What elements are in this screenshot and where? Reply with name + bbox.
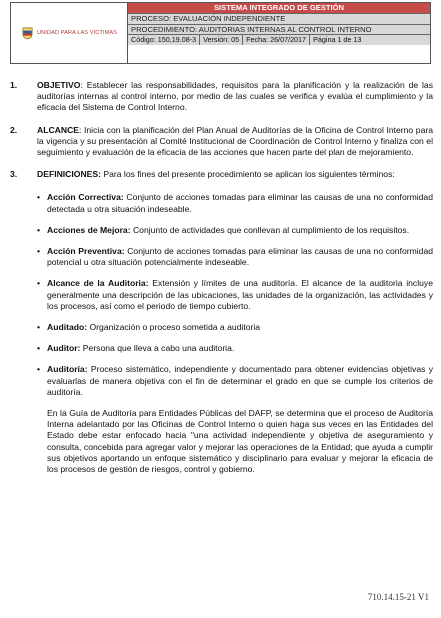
definition-text: Conjunto de acciones tomadas para eliminar las causas de una no conformidad potencial u otra situación potencialmente indeseable. [47, 246, 434, 268]
section-number: 2. [10, 124, 18, 135]
bullet-icon: • [37, 278, 41, 289]
bullet-icon: • [37, 322, 41, 333]
logo-text: UNIDAD PARA LAS VÍCTIMAS [36, 30, 117, 36]
date-label: Fecha: 26/07/2017 [243, 35, 310, 45]
definition-text: Extensión y límites de una auditoría. El alcance de la auditoria incluye generalmente una descripción de las ubicaciones, las unidades de la organización, las actividades y los procesos, así como el periodo de tiempo cubierto. [47, 278, 433, 311]
document-body [10, 80, 433, 475]
section-title: ALCANCE [37, 124, 80, 135]
bullet-icon: • [37, 224, 41, 235]
definition-text: Proceso sistemático, independiente y documentado para obtener evidencias objetivas y evaluarlas de manera objetiva con el fin de determinar el grado en que se cumple los criterios de auditoría. [47, 364, 433, 397]
definition-term: Auditado: [47, 322, 88, 333]
code-label: Código: 150,19.08-3 [128, 35, 200, 45]
list-item [37, 364, 433, 398]
bullet-icon: • [37, 343, 41, 354]
section-number: 3. [10, 169, 18, 180]
footer-code: 710.14.15-21 V1 [367, 592, 429, 602]
bullet-icon: • [37, 246, 41, 257]
section-objetivo [10, 80, 433, 114]
dafp-paragraph: En la Guía de Auditoría para Entidades Públicas del DAFP, se determina que el proceso de Auditoría Interna adelantado por las Oficinas de Control Interno o quien haga sus veces en las Entidades del Estado debe estar enfocado hacia "una actividad independiente y objetiva de aseguramiento y consulta, concebida para agregar valor y mejorar las operaciones de la Entidad; que ayuda a cumplir sus objetivos aportando un enfoque sistemático y disciplinario para evaluar y mejorar la eficacia de los procesos de gestión de riesgos, control y gobierno. [47, 408, 433, 475]
section-text: : Inicia con la planificación del Plan Anual de Auditorías de la Oficina de Control Interno para la vigencia y su presentación al Comité Institucional de Coordinación de Control Interno y finaliza con el seguimiento y evaluación de la eficacia de las acciones que hacen parte del plan de mejoramiento. [37, 124, 433, 158]
logo-cell [11, 3, 128, 63]
coat-of-arms-icon [21, 26, 34, 40]
page-label: Página 1 de 13 [313, 35, 362, 44]
section-title: DEFINICIONES: [37, 169, 101, 180]
section-title: OBJETIVO [37, 80, 81, 90]
definition-term: Acción Preventiva: [47, 246, 125, 257]
process-label: PROCESO: EVALUACIÓN INDEPENDIENTE [128, 14, 430, 25]
definition-term: Acciones de Mejora: [47, 224, 131, 235]
section-number: 1. [10, 80, 18, 90]
definition-text: Conjunto de actividades que conllevan al cumplimiento de los requisitos. [130, 224, 410, 235]
section-definiciones [10, 169, 433, 180]
system-title: SISTEMA INTEGRADO DE GESTIÓN [128, 3, 430, 14]
definition-term: Auditoría: [47, 364, 88, 375]
list-item [37, 343, 433, 354]
version-label: Versión: 05 [200, 35, 243, 45]
bullet-icon: • [37, 192, 41, 203]
list-item [37, 246, 433, 268]
definition-text: Organización o proceso sometida a auditoria [87, 322, 261, 333]
list-item [37, 322, 433, 333]
definition-text: Persona que lleva a cabo una auditoria. [80, 343, 235, 354]
bullet-icon: • [37, 364, 41, 375]
section-text: : Establecer las responsabilidades, requisitos para la planificación y la realización de las auditorías internas al control interno, por medio de las cuales se verifica y evalúa el cumplimiento y la eficacia del Sistema de Control Interno. [37, 80, 433, 113]
definition-term: Auditor: [47, 343, 81, 354]
definition-term: Alcance de la Auditoria: [47, 278, 149, 289]
list-item [37, 192, 433, 214]
section-alcance [10, 125, 433, 159]
definition-text: Conjunto de acciones tomadas para eliminar las causas de una no conformidad detectada u otra situación indeseable. [47, 192, 433, 214]
definition-term: Acción Correctiva: [47, 192, 124, 203]
section-text: Para los fines del presente procedimiento se aplican los siguientes términos: [100, 169, 395, 180]
document-header [10, 2, 431, 64]
list-item [37, 278, 433, 312]
procedure-label: PROCEDIMIENTO: AUDITORIAS INTERNAS AL CONTROL INTERNO [128, 25, 430, 36]
list-item [37, 225, 433, 236]
definitions-list [10, 192, 433, 398]
